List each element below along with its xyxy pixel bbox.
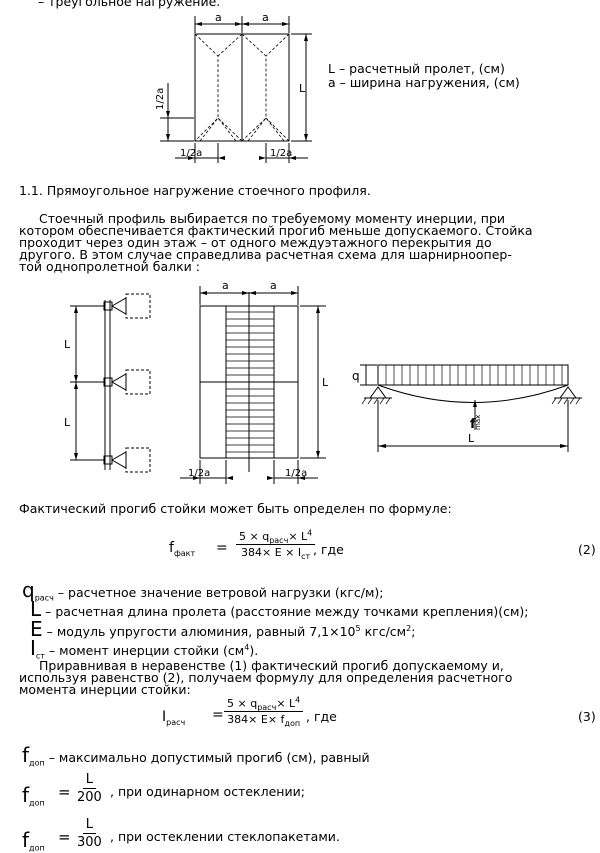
intro-line: другого. В этом случае справедлива расчетная схема для шарнирноопер-	[19, 247, 512, 262]
definition-L: L – расчетная длина пролета (расстояние между точками крепления)(см);	[30, 597, 529, 621]
formula3-denominator: $384\times E\times f_{доп}$	[227, 713, 301, 729]
formula3-suffix: , где	[306, 709, 337, 724]
fig1-dim-half-a-left: 1/2a	[180, 148, 203, 159]
fdop-definition: $f_{доп}$ – максимально допустимый прогиб (см), равный	[22, 743, 370, 768]
formula3-numerator: $5 \times q_{расч}\times L^4$	[224, 697, 303, 712]
fig2-support-L2: L	[64, 416, 71, 429]
intro-line: котором обеспечивается фактический прогиб меньше допускаемого. Стойка	[19, 223, 533, 238]
formula2-numerator: $5 \times q_{расч}\times L^4$	[236, 530, 315, 545]
section-heading: 1.1. Прямоугольное нагружение стоечного профиля.	[19, 183, 371, 198]
intro-line: проходит через один этаж – от одного междуэтажного перекрытия до	[19, 235, 492, 250]
fig2-beam-f: f	[470, 417, 476, 432]
fig2-plan-a1: a	[222, 279, 229, 292]
para2-line: момента инерции стойки:	[19, 682, 191, 697]
formula2-number: (2)	[578, 542, 596, 557]
fdop1-numerator: L	[83, 772, 96, 789]
fdop2-text: , при остеклении стеклопакетами.	[110, 829, 340, 844]
legend-line-1: L – расчетный пролет, (см)	[328, 61, 505, 76]
fdop2-equals: =	[58, 828, 71, 846]
intro-line: Стоечный профиль выбирается по требуемому моменту инерции, при	[39, 211, 506, 226]
formula2-equals: =	[216, 540, 228, 556]
fig2-beam-q: q	[352, 369, 360, 383]
formula3-lhs: $I_{расч}$	[162, 709, 186, 727]
fig1-dim-L: L	[299, 82, 306, 95]
legend-line-2: a – ширина нагружения, (см)	[328, 75, 520, 90]
fig2-plan-a2: a	[270, 279, 277, 292]
fdop2-numerator: L	[83, 817, 96, 834]
fdop1-denominator: 200	[77, 790, 102, 805]
formula2-suffix: , где	[313, 542, 344, 557]
formula3-equals: =	[212, 707, 224, 723]
fdop1-fraction	[74, 772, 105, 805]
definition-q: $q_{расч}$ – расчетное значение ветровой нагрузки (кгс/м);	[22, 578, 384, 603]
fdop1-equals: =	[58, 783, 71, 801]
fig1-dim-half-a-right: 1/2a	[270, 148, 293, 159]
intro-line: той однопролетной балки :	[19, 259, 200, 274]
fig1-dim-a2: a	[262, 11, 269, 24]
fig1-dim-half-a-vert: 1/2a	[155, 87, 166, 110]
fdop2-fraction	[74, 817, 105, 850]
top-line: – треугольное нагружение.	[38, 0, 221, 9]
formula3-fraction	[224, 695, 303, 729]
fig2-plan-half-right: 1/2a	[285, 468, 308, 479]
formula3-number: (3)	[578, 709, 596, 724]
fig2-beam-L: L	[468, 432, 475, 445]
formula2-denominator: $384\times E \times I_{ст}$	[241, 546, 311, 562]
formula2-lhs: $f_{факт}$	[169, 540, 196, 558]
formula-intro: Фактический прогиб стойки может быть определен по формуле:	[19, 501, 452, 516]
fig2-plan-half-left: 1/2a	[188, 468, 211, 479]
formula2-fraction	[236, 528, 315, 562]
fdop1-text: , при одинарном остеклении;	[110, 784, 305, 799]
definition-E: E – модуль упругости алюминия, равный $7,1\times 10^5$ кгс/$см^2$;	[30, 617, 416, 641]
fdop2-denominator: 300	[77, 835, 102, 850]
para2-line: Приравнивая в неравенстве (1) фактический прогиб допускаемому и,	[39, 658, 504, 673]
fig2-plan-L: L	[322, 376, 329, 389]
fdop1-lhs: $f_{доп}$	[22, 783, 45, 808]
fig2-beam-f-sub: max	[474, 414, 482, 430]
fig1-dim-a1: a	[215, 11, 222, 24]
para2-line: используя равенство (2), получаем формулу для определения расчетного	[19, 670, 513, 685]
fdop2-lhs: $f_{доп}$	[22, 828, 45, 853]
definition-I: $I_{ст}$ – момент инерции стойки $(см^4)$.	[30, 636, 259, 661]
fig2-support-L1: L	[64, 338, 71, 351]
paragraph-2	[19, 660, 512, 696]
